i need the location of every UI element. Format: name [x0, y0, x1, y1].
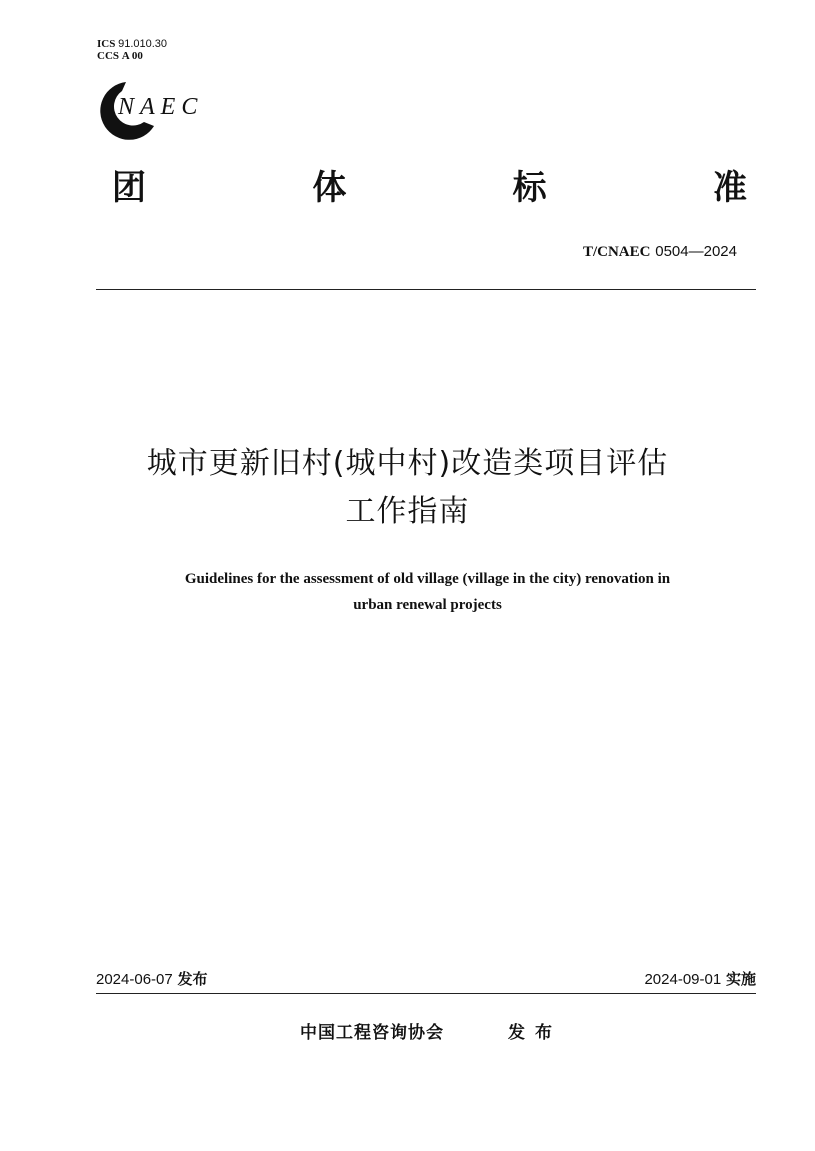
classification-codes	[97, 38, 167, 62]
ccs-label: CCS	[97, 50, 120, 62]
ics-label: ICS	[97, 38, 116, 50]
ics-line	[97, 38, 167, 50]
naec-logo-text: NAEC	[118, 94, 204, 120]
publisher-action: 发布	[508, 1023, 562, 1043]
publish-date-value: 2024-06-07	[96, 971, 173, 988]
publish-date	[96, 968, 208, 989]
ics-value: 91.010.30	[118, 38, 168, 50]
publisher-name: 中国工程咨询协会	[300, 1023, 444, 1043]
implement-date	[644, 968, 756, 989]
publish-date-label: 发布	[177, 970, 208, 988]
standard-number-value: 0504—2024	[655, 243, 737, 260]
naec-logo-icon	[92, 78, 214, 144]
english-title-line: urban renewal projects	[353, 597, 502, 613]
chinese-title-line: 城市更新旧村(城中村)改造类项目评估	[146, 446, 669, 481]
standard-code: T/CNAEC	[582, 244, 651, 260]
standard-number	[583, 242, 737, 261]
chinese-title-line: 工作指南	[345, 494, 470, 529]
top-divider	[96, 289, 756, 290]
ccs-value: A 00	[121, 50, 143, 62]
publisher-line	[0, 1018, 815, 1042]
standard-type-heading	[112, 166, 747, 210]
bottom-divider	[96, 993, 756, 994]
implement-date-value: 2024-09-01	[644, 971, 722, 988]
implement-date-label: 实施	[725, 970, 756, 988]
chinese-title	[60, 440, 755, 536]
standard-type-char: 准	[712, 168, 747, 208]
english-title	[70, 566, 785, 618]
ccs-line	[97, 50, 167, 62]
dates-row	[96, 968, 756, 990]
standard-type-char: 体	[312, 168, 347, 208]
english-title-line: Guidelines for the assessment of old village (village in the city) renovation in	[184, 571, 671, 587]
standard-type-char: 标	[512, 168, 547, 208]
standard-type-char: 团	[112, 168, 146, 208]
